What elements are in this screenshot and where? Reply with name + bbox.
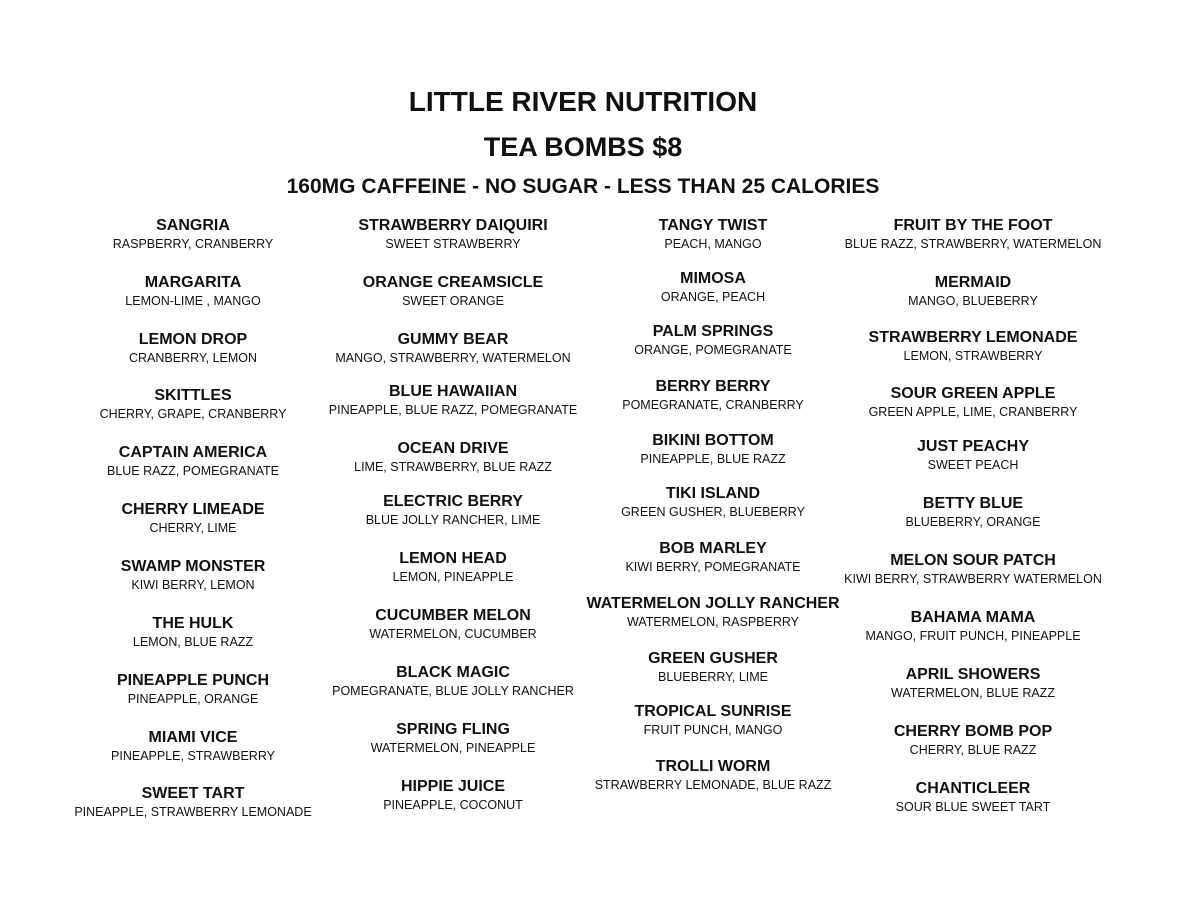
item-name: BLACK MAGIC — [396, 664, 510, 681]
menu-item — [568, 216, 858, 252]
item-flavors: POMEGRANATE, CRANBERRY — [622, 398, 804, 412]
menu-item — [828, 665, 1118, 701]
item-name: SANGRIA — [156, 217, 230, 234]
menu-item — [308, 549, 598, 585]
menu-item — [308, 439, 598, 475]
menu-item — [308, 720, 598, 756]
menu-item — [568, 484, 858, 520]
item-name: FRUIT BY THE FOOT — [893, 217, 1053, 234]
item-flavors: LEMON, BLUE RAZZ — [132, 635, 254, 649]
item-name: CHANTICLEER — [915, 780, 1031, 797]
menu-item — [568, 702, 858, 738]
page-title: LITTLE RIVER NUTRITION — [408, 86, 758, 117]
item-flavors: SWEET ORANGE — [402, 294, 504, 308]
menu-item — [828, 216, 1118, 252]
menu-item — [828, 722, 1118, 758]
menu-item — [48, 500, 338, 536]
item-name: JUST PEACHY — [916, 438, 1030, 455]
menu-item — [308, 606, 598, 642]
menu-item — [308, 777, 598, 813]
item-flavors: BLUEBERRY, ORANGE — [905, 515, 1041, 529]
menu-item — [308, 273, 598, 309]
item-name: APRIL SHOWERS — [905, 666, 1041, 683]
item-flavors: WATERMELON, BLUE RAZZ — [891, 686, 1055, 700]
page-subtitle: TEA BOMBS $8 — [483, 132, 683, 162]
item-name: ELECTRIC BERRY — [383, 493, 523, 510]
item-flavors: MANGO, STRAWBERRY, WATERMELON — [335, 351, 571, 365]
menu-item — [568, 377, 858, 413]
item-name: BLUE HAWAIIAN — [389, 383, 517, 400]
menu-item — [48, 386, 338, 422]
item-flavors: PEACH, MANGO — [664, 237, 762, 251]
menu-item — [48, 671, 338, 707]
item-flavors: WATERMELON, CUCUMBER — [369, 627, 537, 641]
item-name: BIKINI BOTTOM — [652, 432, 774, 449]
item-name: PINEAPPLE PUNCH — [116, 672, 270, 689]
menu-item — [568, 322, 858, 358]
item-name: TIKI ISLAND — [665, 485, 761, 502]
item-flavors: WATERMELON, RASPBERRY — [626, 615, 800, 629]
menu-item — [308, 382, 598, 418]
item-name: SPRING FLING — [396, 721, 510, 738]
item-flavors: BLUE JOLLY RANCHER, LIME — [365, 513, 541, 527]
item-flavors: POMEGRANATE, BLUE JOLLY RANCHER — [332, 684, 574, 698]
item-flavors: BLUEBERRY, LIME — [657, 670, 768, 684]
item-flavors: MANGO, BLUEBERRY — [908, 294, 1038, 308]
item-flavors: LEMON-LIME , MANGO — [125, 294, 261, 308]
item-flavors: PINEAPPLE, STRAWBERRY — [111, 749, 275, 763]
menu-item — [48, 443, 338, 479]
menu-item — [48, 330, 338, 366]
menu-item — [48, 728, 338, 764]
item-name: MIMOSA — [680, 270, 746, 287]
item-name: BAHAMA MAMA — [910, 609, 1036, 626]
menu-item — [828, 779, 1118, 815]
item-flavors: STRAWBERRY LEMONADE, BLUE RAZZ — [594, 778, 832, 792]
item-name: PALM SPRINGS — [652, 323, 774, 340]
item-name: MIAMI VICE — [148, 729, 238, 746]
item-name: TANGY TWIST — [658, 217, 768, 234]
item-name: SWAMP MONSTER — [120, 558, 266, 575]
menu-item — [568, 757, 858, 793]
menu-item — [48, 216, 338, 252]
menu-item — [828, 328, 1118, 364]
item-name: CUCUMBER MELON — [375, 607, 531, 624]
item-flavors: PINEAPPLE, STRAWBERRY LEMONADE — [74, 805, 312, 819]
item-flavors: ORANGE, POMEGRANATE — [634, 343, 792, 357]
item-flavors: BLUE RAZZ, POMEGRANATE — [106, 464, 279, 478]
item-flavors: CRANBERRY, LEMON — [128, 351, 258, 365]
item-name: STRAWBERRY DAIQUIRI — [358, 217, 548, 234]
item-name: HIPPIE JUICE — [400, 778, 506, 795]
item-flavors: LIME, STRAWBERRY, BLUE RAZZ — [354, 460, 552, 474]
item-flavors: KIWI BERRY, STRAWBERRY WATERMELON — [844, 572, 1102, 586]
item-flavors: KIWI BERRY, LEMON — [131, 578, 255, 592]
page-tagline: 160MG CAFFEINE - NO SUGAR - LESS THAN 25 CALORIES — [286, 175, 880, 198]
item-flavors: BLUE RAZZ, STRAWBERRY, WATERMELON — [844, 237, 1102, 251]
menu-item — [828, 384, 1118, 420]
item-name: MELON SOUR PATCH — [890, 552, 1056, 569]
item-name: SOUR GREEN APPLE — [890, 385, 1056, 402]
menu-item — [568, 649, 858, 685]
item-name: LEMON DROP — [138, 331, 248, 348]
item-name: WATERMELON JOLLY RANCHER — [586, 595, 840, 612]
item-flavors: LEMON, PINEAPPLE — [392, 570, 514, 584]
item-flavors: CHERRY, GRAPE, CRANBERRY — [99, 407, 287, 421]
item-name: BOB MARLEY — [659, 540, 767, 557]
menu-item — [568, 431, 858, 467]
menu-item — [308, 663, 598, 699]
menu-item — [48, 273, 338, 309]
menu-item — [828, 608, 1118, 644]
menu-item — [48, 614, 338, 650]
menu-item — [568, 594, 858, 630]
item-name: LEMON HEAD — [399, 550, 507, 567]
menu-item — [828, 273, 1118, 309]
item-name: TROPICAL SUNRISE — [634, 703, 792, 720]
item-name: GUMMY BEAR — [397, 331, 509, 348]
item-flavors: MANGO, FRUIT PUNCH, PINEAPPLE — [865, 629, 1081, 643]
item-flavors: SWEET STRAWBERRY — [385, 237, 521, 251]
item-flavors: PINEAPPLE, BLUE RAZZ — [640, 452, 786, 466]
item-flavors: FRUIT PUNCH, MANGO — [643, 723, 783, 737]
item-flavors: ORANGE, PEACH — [660, 290, 766, 304]
item-flavors: PINEAPPLE, BLUE RAZZ, POMEGRANATE — [328, 403, 578, 417]
item-flavors: SWEET PEACH — [927, 458, 1019, 472]
item-name: ORANGE CREAMSICLE — [362, 274, 544, 291]
item-name: CHERRY LIMEADE — [121, 501, 265, 518]
menu-item — [48, 784, 338, 820]
item-flavors: CHERRY, BLUE RAZZ — [909, 743, 1037, 757]
item-flavors: GREEN GUSHER, BLUEBERRY — [621, 505, 805, 519]
menu-item — [308, 492, 598, 528]
item-flavors: KIWI BERRY, POMEGRANATE — [625, 560, 801, 574]
menu-item — [568, 539, 858, 575]
item-name: TROLLI WORM — [655, 758, 771, 775]
item-name: BETTY BLUE — [922, 495, 1024, 512]
menu-item — [828, 551, 1118, 587]
menu-item — [48, 557, 338, 593]
item-name: CAPTAIN AMERICA — [118, 444, 268, 461]
item-name: GREEN GUSHER — [648, 650, 778, 667]
menu-item — [828, 494, 1118, 530]
item-flavors: RASPBERRY, CRANBERRY — [112, 237, 274, 251]
item-name: OCEAN DRIVE — [397, 440, 509, 457]
item-name: STRAWBERRY LEMONADE — [868, 329, 1078, 346]
menu-item — [308, 330, 598, 366]
item-name: THE HULK — [152, 615, 234, 632]
item-flavors: CHERRY, LIME — [149, 521, 237, 535]
item-flavors: LEMON, STRAWBERRY — [903, 349, 1043, 363]
item-name: BERRY BERRY — [655, 378, 771, 395]
item-flavors: PINEAPPLE, COCONUT — [383, 798, 523, 812]
item-name: CHERRY BOMB POP — [893, 723, 1053, 740]
item-name: MARGARITA — [144, 274, 242, 291]
item-flavors: WATERMELON, PINEAPPLE — [370, 741, 536, 755]
item-flavors: PINEAPPLE, ORANGE — [127, 692, 259, 706]
item-flavors: SOUR BLUE SWEET TART — [895, 800, 1051, 814]
menu-item — [308, 216, 598, 252]
menu-item — [568, 269, 858, 305]
item-name: SKITTLES — [154, 387, 232, 404]
item-name: MERMAID — [934, 274, 1012, 291]
item-flavors: GREEN APPLE, LIME, CRANBERRY — [868, 405, 1078, 419]
item-name: SWEET TART — [141, 785, 245, 802]
menu-item — [828, 437, 1118, 473]
